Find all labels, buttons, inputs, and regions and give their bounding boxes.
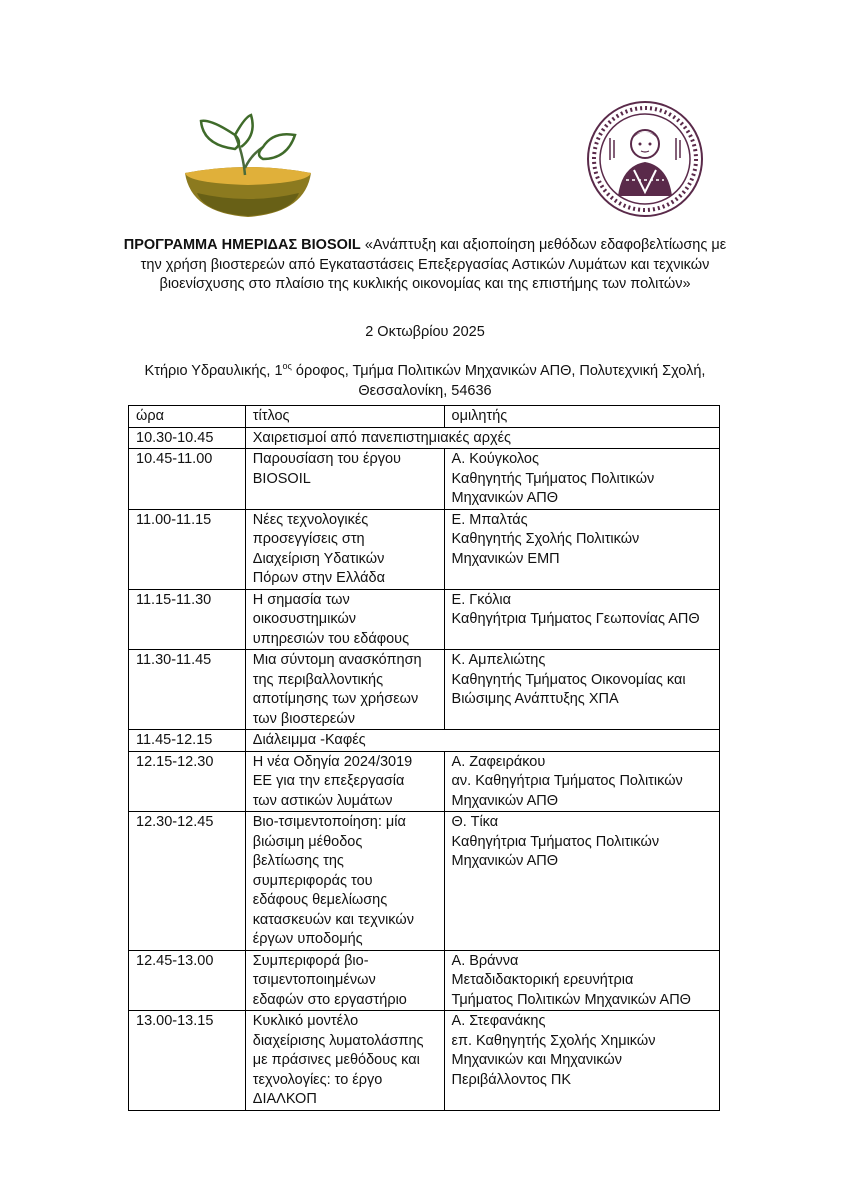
session-speaker: Α. Ζαφειράκου αν. Καθηγήτρια Τμήματος Πολιτικών Μηχανικών ΑΠΘ [444,751,719,812]
session-speaker: Ε. Γκόλια Καθηγήτρια Τμήματος Γεωπονίας ΑΠΘ [444,589,719,650]
session-title: Η νέα Οδηγία 2024/3019 ΕΕ για την επεξεργασία των αστικών λυμάτων [245,751,444,812]
session-title: Χαιρετισμοί από πανεπιστημιακές αρχές [245,427,719,449]
header-speaker: ομιλητής [444,406,719,428]
event-title-bold: ΠΡΟΓΡΑΜΜΑ ΗΜΕΡΙΔΑΣ BIOSOIL [123,237,361,253]
table-header-row [129,406,720,428]
table-row [129,509,720,589]
event-venue [120,356,730,401]
header-title: τίτλος [245,406,444,428]
header-time: ώρα [129,406,246,428]
session-title: Η σημασία των οικοσυστημικών υπηρεσιών του εδάφους [245,589,444,650]
venue-superscript: ος [282,361,292,371]
session-time: 11.30-11.45 [129,650,246,730]
event-title [120,236,730,295]
event-title-rest: «Ανάπτυξη και αξιοποίηση μεθόδων εδαφοβελτίωσης με την χρήση βιοστερεών από Εγκαταστάσεις Επεξεργασίας Αστικών Λυμάτων και τεχνικών βιοενίσχυσης στο πλαίσιο της κυκλικής οικονομίας και της επιστήμης των πολιτών» [140,237,727,292]
session-speaker: Ε. Μπαλτάς Καθηγητής Σχολής Πολιτικών Μηχανικών ΕΜΠ [444,509,719,589]
university-seal [586,100,704,218]
table-row [129,650,720,730]
session-time: 12.30-12.45 [129,812,246,951]
table-row [129,950,720,1011]
venue-part-a: Κτήριο Υδραυλικής, 1 [144,362,283,379]
session-title: Βιο-τσιμεντοποίηση: μία βιώσιμη μέθοδος βελτίωσης της συμπεριφοράς του εδάφους θεμελίωσης κατασκευών και τεχνικών έργων υποδομής [245,812,444,951]
session-title: Μια σύντομη ανασκόπηση της περιβαλλοντικής αποτίμησης των χρήσεων των βιοστερεών [245,650,444,730]
session-time: 12.45-13.00 [129,950,246,1011]
program-table [128,405,720,1111]
venue-part-b: όροφος, Τμήμα Πολιτικών Μηχανικών ΑΠΘ, Πολυτεχνική Σχολή, Θεσσαλονίκη, 54636 [291,362,706,399]
session-time: 11.45-12.15 [129,730,246,752]
session-time: 11.00-11.15 [129,509,246,589]
event-date: 2 Οκτωβρίου 2025 [365,324,485,340]
session-time: 13.00-13.15 [129,1011,246,1111]
table-row [129,751,720,812]
session-speaker: Κ. Αμπελιώτης Καθηγητής Τμήματος Οικονομίας και Βιώσιμης Ανάπτυξης ΧΠΑ [444,650,719,730]
session-title: Κυκλικό μοντέλο διαχείρισης λυματολάσπης με πράσινες μεθόδους και τεχνολογίες: το έργο ΔΙΑΛΚΟΠ [245,1011,444,1111]
table-row [129,427,720,449]
table-row [129,812,720,951]
session-time: 12.15-12.30 [129,751,246,812]
table-row [129,730,720,752]
session-speaker: Α. Στεφανάκης επ. Καθηγητής Σχολής Χημικών Μηχανικών και Μηχανικών Περιβάλλοντος ΠΚ [444,1011,719,1111]
session-title: Συμπεριφορά βιο- τσιμεντοποιημένων εδαφών στο εργαστήριο [245,950,444,1011]
table-row [129,1011,720,1111]
session-speaker: Θ. Τίκα Καθηγήτρια Τμήματος Πολιτικών Μηχανικών ΑΠΘ [444,812,719,951]
session-time: 10.45-11.00 [129,449,246,510]
session-speaker: Α. Κούγκολος Καθηγητής Τμήματος Πολιτικών Μηχανικών ΑΠΘ [444,449,719,510]
session-title: Διάλειμμα -Καφές [245,730,719,752]
session-title: Παρουσίαση του έργου BIOSOIL [245,449,444,510]
session-time: 11.15-11.30 [129,589,246,650]
session-title: Νέες τεχνολογικές προσεγγίσεις στη Διαχείριση Υδατικών Πόρων στην Ελλάδα [245,509,444,589]
table-row [129,589,720,650]
session-time: 10.30-10.45 [129,427,246,449]
session-speaker: Α. Βράννα Μεταδιδακτορική ερευνήτρια Τμήματος Πολιτικών Μηχανικών ΑΠΘ [444,950,719,1011]
biosoil-logo [183,113,313,223]
table-row [129,449,720,510]
